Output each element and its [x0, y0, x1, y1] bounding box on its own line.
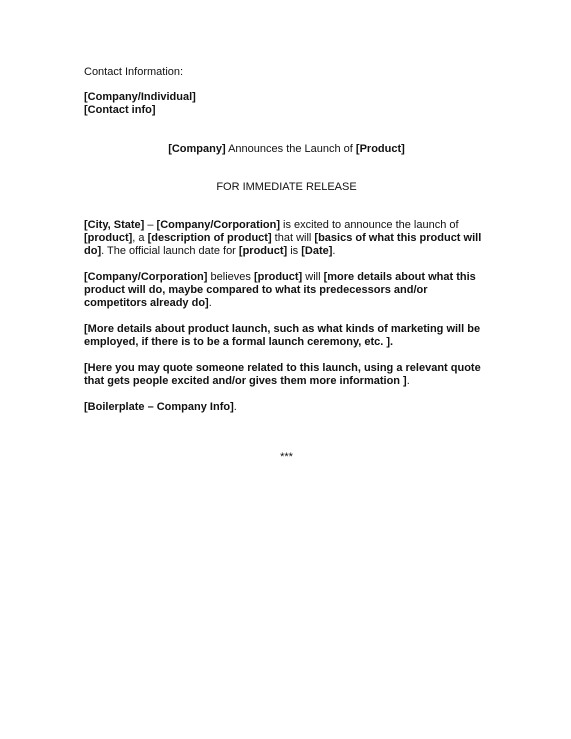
intro-text-2: , a [132, 232, 148, 244]
contact-information-label: Contact Information: [84, 66, 184, 78]
intro-text-1: is excited to announce the launch of [280, 219, 459, 231]
company-corporation-placeholder: [Company/Corporation] [156, 219, 280, 231]
product-placeholder-2: [product] [238, 245, 288, 257]
quote-period: . [406, 375, 410, 387]
company-individual-placeholder: [Company/Individual] [84, 91, 196, 103]
details-text-2: will [302, 271, 324, 283]
paragraph-quote [84, 362, 489, 388]
heading-middle-text: Announces the Launch of [225, 143, 356, 155]
paragraph-launch-intro [84, 219, 489, 258]
press-release-document [84, 66, 489, 464]
basics-placeholder: [basics of what this product will do] [84, 232, 482, 257]
details-text-1: believes [207, 271, 254, 283]
boilerplate-period: . [233, 401, 237, 413]
city-state-placeholder: [City, State] [84, 219, 145, 231]
paragraph-product-details [84, 271, 489, 310]
immediate-release-label: FOR IMMEDIATE RELEASE [216, 181, 357, 193]
paragraph-launch-details: [More details about product launch, such as what kinds of marketing will be employed, if there is to be a formal launch ceremony, etc. ]. [84, 323, 481, 348]
intro-text-6: . [332, 245, 336, 257]
details-text-3: . [208, 297, 212, 309]
intro-text-3: that will [271, 232, 315, 244]
boilerplate-placeholder: [Boilerplate – Company Info] [84, 401, 234, 413]
company-corporation-placeholder-2: [Company/Corporation] [84, 271, 208, 283]
more-details-placeholder: [more details about what this product will do, maybe compared to what its predecessors and/or competitors already do] [84, 271, 476, 309]
quote-placeholder: [Here you may quote someone related to this launch, using a relevant quote that gets people excited and/or gives them more information ] [84, 362, 481, 387]
product-placeholder-3: [product] [253, 271, 303, 283]
end-marker: *** [280, 451, 293, 463]
contact-info-placeholder: [Contact info] [84, 104, 156, 116]
date-placeholder: [Date] [301, 245, 333, 257]
paragraph-boilerplate [84, 401, 489, 414]
description-placeholder: [description of product] [147, 232, 272, 244]
announcement-heading [84, 143, 489, 156]
intro-text-4: . The official launch date for [101, 245, 239, 257]
heading-company: [Company] [168, 143, 226, 155]
dash-text: – [144, 219, 157, 231]
product-placeholder: [product] [84, 232, 133, 244]
intro-text-5: is [287, 245, 302, 257]
heading-product: [Product] [355, 143, 405, 155]
